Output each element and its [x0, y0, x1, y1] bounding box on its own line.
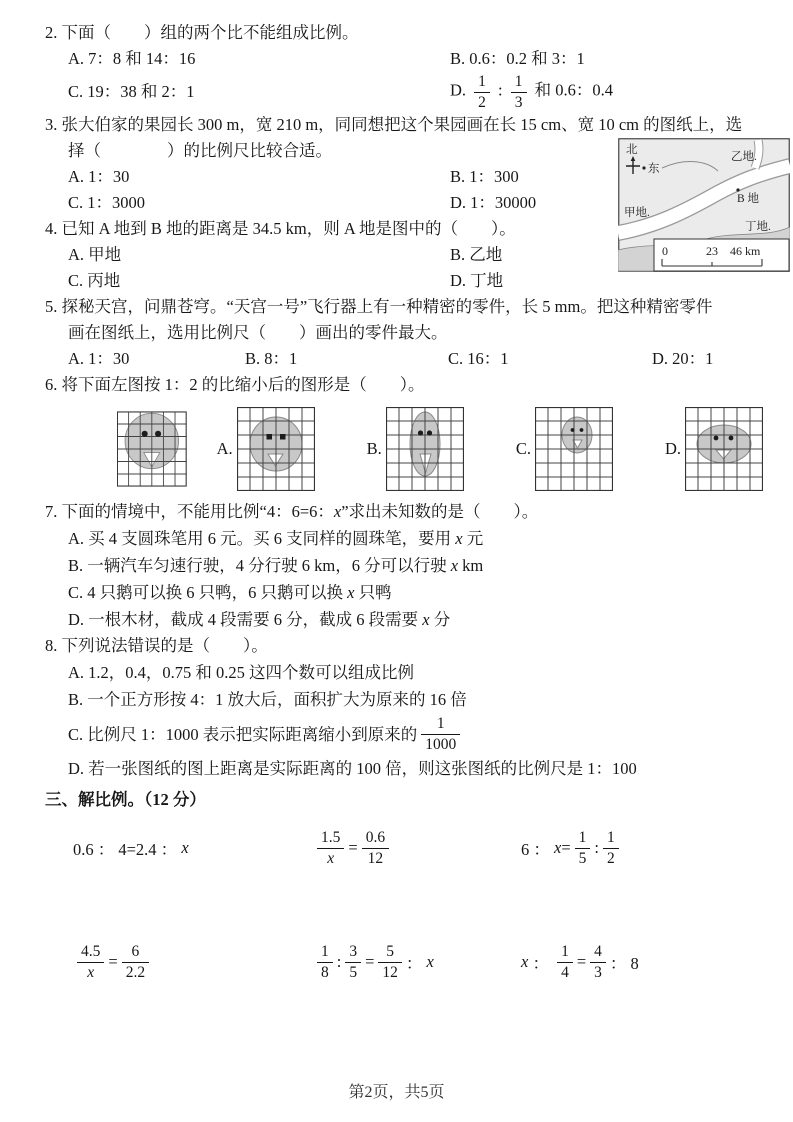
- equation-5-var: x: [426, 952, 434, 971]
- map-label-jia: 甲地.: [624, 207, 650, 219]
- fraction: $\frac{1}{5}$: [575, 829, 591, 867]
- q4-option-b: B. 乙地: [450, 245, 503, 264]
- grid-figure-d: [685, 407, 763, 491]
- q7-option-a: A. 买 4 支圆珠笔用 6 元。买 6 支同样的圆珠笔，要用 x 元: [68, 529, 484, 548]
- question-4-stem: 4. 已知 A 地到 B 地的距离是 34.5 km，则 A 地是图中的（ ）。: [45, 219, 516, 238]
- fraction: $\frac{1}{8}$: [317, 943, 333, 981]
- ratio-colon: ：: [528, 954, 554, 973]
- equation-3-text: 6 ：: [521, 840, 554, 859]
- ratio-colon: :: [498, 80, 503, 100]
- question-8: [45, 633, 763, 782]
- q6-figure-option-b: [367, 407, 464, 491]
- map-label-b: B 地: [737, 193, 760, 205]
- fraction: $\frac{1}{2}$: [603, 829, 619, 867]
- equation-1-text: 0.6 ： 4=2.4 ：: [73, 840, 182, 859]
- q2-option-a: A. 7：8 和 14：16: [68, 49, 196, 68]
- section-3: [45, 786, 763, 986]
- q7-option-d: D. 一根木材，截成 4 段需要 6 分，截成 6 段需要 x 分: [68, 610, 451, 629]
- q6-figure-option-c: [516, 407, 613, 491]
- question-7-stem: 7. 下面的情境中，不能用比例“4：6=6：x”求出未知数的是（ ）。: [45, 502, 539, 521]
- q3-option-a: A. 1：30: [68, 167, 130, 186]
- scale-label-0: 0: [662, 244, 668, 258]
- question-3-stem-line1: 3. 张大伯家的果园长 300 m，宽 210 m，同同想把这个果园画在长 15 cm、宽 10 cm 的图纸上，选: [45, 115, 743, 134]
- q8-option-a: A. 1.2，0.4，0.75 和 0.25 这四个数可以组成比例: [68, 663, 415, 682]
- equation-row-1: [73, 824, 763, 872]
- q8-option-c: [68, 713, 763, 755]
- equation-5: [313, 942, 521, 982]
- question-6-stem: 6. 将下面左图按 1：2 的比缩小后的图形是（ ）。: [45, 375, 425, 394]
- q2-option-b: B. 0.6：0.2 和 3：1: [450, 49, 585, 68]
- ratio-colon: ： 8: [609, 954, 639, 973]
- q8-option-b: B. 一个正方形按 4：1 放大后，面积扩大为原来的 16 倍: [68, 690, 467, 709]
- q7-option-b: B. 一辆汽车匀速行驶，4 分行驶 6 km，6 分可以行驶 x km: [68, 556, 484, 575]
- q2-option-d-label: D.: [450, 80, 467, 100]
- section-3-title: 三、解比例。（12 分）: [45, 790, 206, 809]
- grid-figure-a: [237, 407, 315, 491]
- fraction: $\frac{4.5}{x}$: [77, 943, 104, 981]
- scale-label-23: 23: [706, 244, 718, 258]
- grid-figure-original: [117, 407, 187, 491]
- question-7: [45, 499, 763, 633]
- q5-option-d: D. 20：1: [652, 349, 714, 368]
- q2-option-c: C. 19：38 和 2：1: [68, 82, 195, 101]
- compass-east-label: 东: [648, 163, 660, 175]
- q8-option-c-text: C. 比例尺 1：1000 表示把实际距离缩小到原来的: [68, 724, 418, 744]
- equals-sign: =: [348, 838, 358, 857]
- equals-sign: =: [561, 838, 571, 857]
- scale-label-46: 46 km: [730, 244, 761, 258]
- q6-figure-option-a: [217, 407, 315, 491]
- fraction: $\frac{1.5}{x}$: [317, 829, 344, 867]
- q6-figure-label-c: C.: [515, 439, 531, 458]
- q6-figure-label-b: B.: [366, 439, 382, 458]
- ratio-colon: ：: [405, 954, 427, 973]
- q5-option-c: C. 16：1: [448, 349, 509, 368]
- q3-option-c: C. 1：3000: [68, 193, 146, 212]
- question-2-stem: 2. 下面（ ）组的两个比不能组成比例。: [45, 23, 359, 42]
- q5-option-b: B. 8：1: [245, 349, 298, 368]
- question-5-stem-line1: 5. 探秘天宫，问鼎苍穹。“天宫一号”飞行器上有一种精密的零件，长 5 mm。把这种精密零件: [45, 297, 713, 316]
- grid-figure-c: [535, 407, 613, 491]
- equals-sign: =: [576, 952, 587, 971]
- fraction: $\frac{3}{5}$: [345, 943, 361, 981]
- q2-option-d: [450, 72, 613, 112]
- question-3-stem-line2: 择（ ）的比例尺比较合适。: [68, 141, 332, 160]
- fraction: $\frac{6}{2.2}$: [122, 943, 149, 981]
- equals-sign: =: [365, 952, 375, 971]
- equation-6-var: x: [521, 952, 529, 971]
- equation-row-2: [73, 938, 763, 986]
- compass-north-label: 北: [626, 144, 638, 156]
- fraction: $\frac{5}{12}$: [378, 943, 402, 981]
- q3-option-b: B. 1：300: [450, 167, 519, 186]
- q6-figure-option-d: [665, 407, 763, 491]
- map-scale-bar: [654, 239, 789, 271]
- q6-figure-label-d: D.: [664, 439, 681, 458]
- question-5-stem-line2: 画在图纸上，选用比例尺（ ）画出的零件最大。: [68, 323, 448, 342]
- q5-option-a: A. 1：30: [68, 349, 130, 368]
- question-6: [45, 372, 763, 491]
- equation-2: [313, 828, 521, 868]
- map-label-ding: 丁地.: [745, 221, 771, 233]
- equation-3: [521, 828, 623, 868]
- q6-figure-label-a: A.: [216, 439, 233, 458]
- equals-sign: =: [108, 952, 118, 971]
- fraction: $\frac{0.6}{12}$: [362, 829, 389, 867]
- equation-6: [521, 942, 639, 982]
- question-2: [45, 20, 763, 112]
- fraction: $\frac{1}{3}$: [511, 73, 527, 111]
- q4-option-d: D. 丁地: [450, 271, 504, 290]
- question-8-stem: 8. 下列说法错误的是（ ）。: [45, 636, 268, 655]
- fraction: $\frac{1}{4}$: [557, 943, 573, 981]
- map-figure: [618, 138, 790, 277]
- equation-1-var: x: [181, 838, 189, 857]
- q4-option-a: A. 甲地: [68, 245, 122, 264]
- page-footer: 第2页，共5页: [348, 1084, 445, 1101]
- equation-1: [73, 836, 313, 860]
- fraction: $\frac{4}{3}$: [590, 943, 606, 981]
- equation-3-var: x: [554, 838, 562, 857]
- q3-option-d: D. 1：30000: [450, 193, 537, 212]
- q7-option-c: C. 4 只鹅可以换 6 只鸭，6 只鹅可以换 x 只鸭: [68, 583, 392, 602]
- fraction: $\frac{1}{1000}$: [421, 715, 460, 753]
- map-label-yi: 乙地.: [731, 151, 757, 163]
- question-5: [45, 294, 763, 372]
- q2-option-d-tail: 和 0.6：0.4: [534, 80, 614, 100]
- ratio-colon: :: [594, 838, 599, 857]
- q8-option-d: D. 若一张图纸的图上距离是实际距离的 100 倍，则这张图纸的比例尺是 1：100: [68, 759, 637, 778]
- ratio-colon: :: [336, 952, 342, 971]
- q6-figure-row: [117, 407, 763, 491]
- grid-figure-b: [386, 407, 464, 491]
- equation-4: [73, 942, 313, 982]
- fraction: $\frac{1}{2}$: [474, 73, 490, 111]
- q4-option-c: C. 丙地: [68, 271, 121, 290]
- map-illustration: [618, 138, 790, 272]
